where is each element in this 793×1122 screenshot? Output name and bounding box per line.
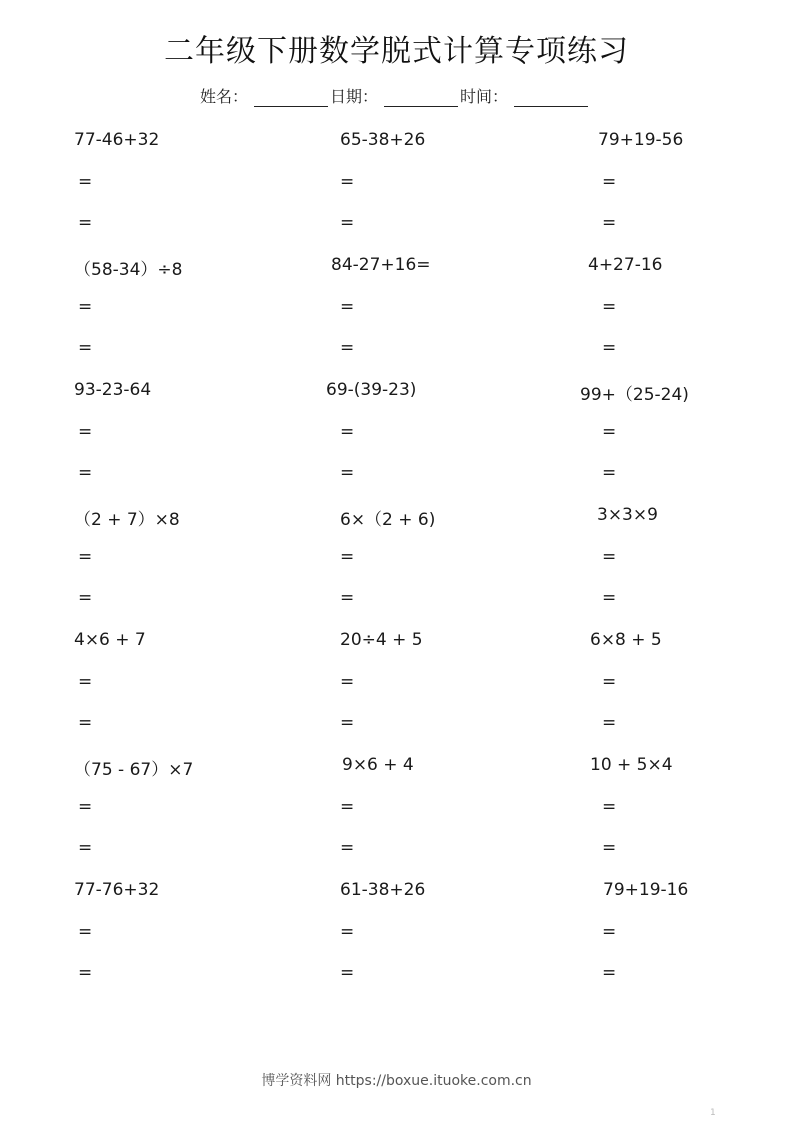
answer-step-equals: = bbox=[602, 171, 617, 192]
problem-expression: 93-23-64 bbox=[74, 380, 152, 400]
name-label: 姓名： bbox=[200, 87, 249, 106]
page-number: 1 bbox=[710, 1108, 716, 1118]
answer-step-equals: = bbox=[602, 796, 617, 817]
problem-expression: 99+（25-24) bbox=[580, 385, 689, 405]
student-info-line bbox=[200, 85, 590, 107]
date-label: 日期： bbox=[330, 87, 379, 106]
problem-expression: 84-27+16= bbox=[331, 255, 431, 275]
answer-step-equals: = bbox=[78, 588, 93, 608]
answer-step-equals: = bbox=[340, 421, 355, 442]
answer-step-equals: = bbox=[340, 713, 355, 733]
answer-step-equals: = bbox=[602, 588, 617, 608]
answer-step-equals: = bbox=[602, 213, 617, 233]
answer-step-equals: = bbox=[340, 296, 355, 317]
problem-expression: （75 - 67）×7 bbox=[74, 760, 194, 780]
answer-step-equals: = bbox=[602, 713, 617, 733]
problem-expression: 79+19-56 bbox=[598, 130, 684, 150]
problem-expression: 6×8 + 5 bbox=[590, 630, 662, 650]
answer-step-equals: = bbox=[78, 463, 93, 483]
answer-step-equals: = bbox=[340, 921, 355, 942]
page-title: 二年级下册数学脱式计算专项练习 bbox=[164, 34, 629, 69]
problem-expression: 79+19-16 bbox=[603, 880, 689, 900]
answer-step-equals: = bbox=[602, 921, 617, 942]
problem-expression: 20÷4 + 5 bbox=[340, 630, 423, 650]
answer-step-equals: = bbox=[340, 588, 355, 608]
name-blank bbox=[254, 88, 328, 107]
answer-step-equals: = bbox=[78, 713, 93, 733]
answer-step-equals: = bbox=[340, 671, 355, 692]
problem-expression: （58-34）÷8 bbox=[74, 260, 183, 280]
problem-expression: 10 + 5×4 bbox=[590, 755, 673, 775]
problem-expression: 6×（2 + 6) bbox=[340, 510, 436, 530]
problem-expression: 4×6 + 7 bbox=[74, 630, 146, 650]
answer-step-equals: = bbox=[602, 838, 617, 858]
answer-step-equals: = bbox=[78, 546, 93, 567]
answer-step-equals: = bbox=[340, 963, 355, 983]
problem-expression: 4+27-16 bbox=[588, 255, 663, 275]
answer-step-equals: = bbox=[78, 838, 93, 858]
answer-step-equals: = bbox=[602, 463, 617, 483]
date-blank bbox=[384, 88, 458, 107]
time-label: 时间： bbox=[460, 87, 509, 106]
answer-step-equals: = bbox=[78, 921, 93, 942]
answer-step-equals: = bbox=[602, 671, 617, 692]
answer-step-equals: = bbox=[602, 963, 617, 983]
answer-step-equals: = bbox=[340, 838, 355, 858]
answer-step-equals: = bbox=[78, 171, 93, 192]
answer-step-equals: = bbox=[340, 463, 355, 483]
answer-step-equals: = bbox=[78, 338, 93, 358]
answer-step-equals: = bbox=[78, 296, 93, 317]
answer-step-equals: = bbox=[602, 338, 617, 358]
answer-step-equals: = bbox=[78, 963, 93, 983]
answer-step-equals: = bbox=[340, 213, 355, 233]
answer-step-equals: = bbox=[78, 671, 93, 692]
answer-step-equals: = bbox=[78, 796, 93, 817]
problem-expression: 77-46+32 bbox=[74, 130, 160, 150]
answer-step-equals: = bbox=[340, 171, 355, 192]
answer-step-equals: = bbox=[340, 796, 355, 817]
problem-expression: 77-76+32 bbox=[74, 880, 160, 900]
answer-step-equals: = bbox=[602, 296, 617, 317]
answer-step-equals: = bbox=[602, 546, 617, 567]
answer-step-equals: = bbox=[340, 338, 355, 358]
problem-expression: 65-38+26 bbox=[340, 130, 426, 150]
answer-step-equals: = bbox=[78, 213, 93, 233]
time-blank bbox=[514, 88, 588, 107]
problem-expression: （2 + 7）×8 bbox=[74, 510, 180, 530]
problem-expression: 61-38+26 bbox=[340, 880, 426, 900]
answer-step-equals: = bbox=[340, 546, 355, 567]
answer-step-equals: = bbox=[78, 421, 93, 442]
footer-source: 博学资料网 https://boxue.ituoke.com.cn bbox=[261, 1073, 532, 1089]
problem-expression: 3×3×9 bbox=[597, 505, 658, 525]
answer-step-equals: = bbox=[602, 421, 617, 442]
problem-expression: 9×6 + 4 bbox=[342, 755, 414, 775]
problem-expression: 69-(39-23) bbox=[326, 380, 417, 400]
